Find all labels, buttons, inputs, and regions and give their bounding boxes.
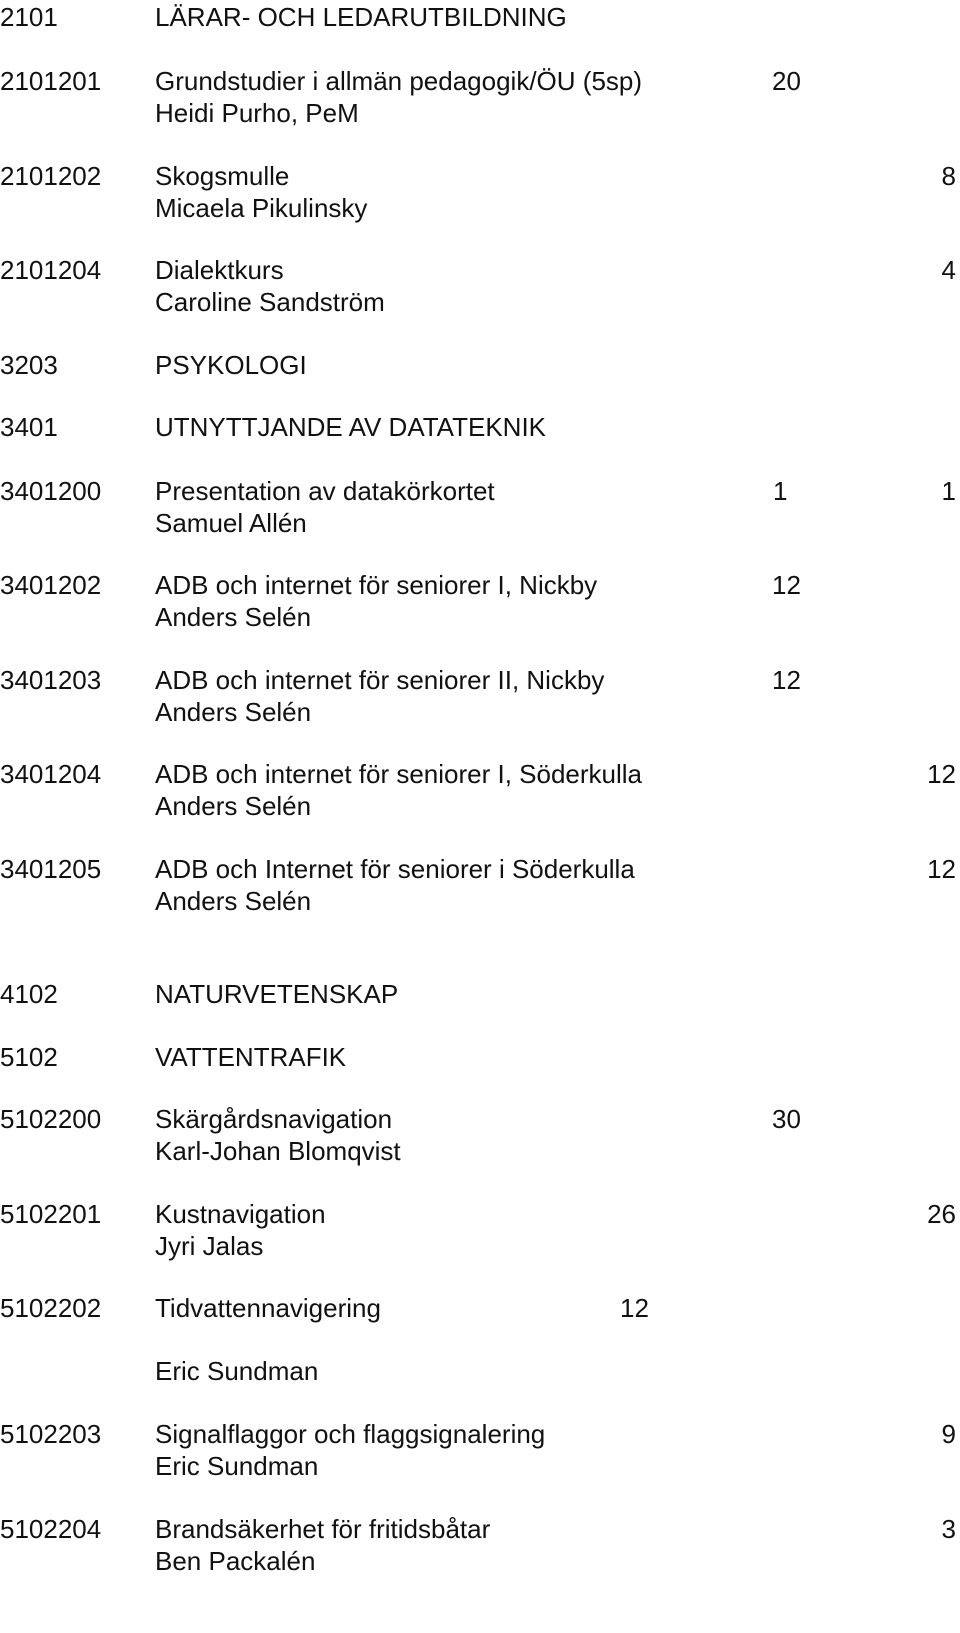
course-code: 2101204 (0, 255, 102, 285)
course-teacher: Micaela Pikulinsky (155, 193, 368, 223)
course-value: 26 (927, 1199, 956, 1229)
course-value: 3 (941, 1514, 956, 1544)
course-value: 1 (941, 476, 956, 506)
course-teacher: Samuel Allén (155, 508, 307, 538)
course-teacher: Anders Selén (155, 602, 312, 632)
course-value: 12 (772, 665, 801, 695)
course-code: 2101 (0, 2, 58, 32)
course-code: 5102 (0, 1042, 58, 1072)
course-value: 12 (927, 854, 956, 884)
course-value: 12 (620, 1293, 649, 1323)
course-title: Signalflaggor och flaggsignalering (155, 1419, 546, 1449)
course-code: 3401200 (0, 476, 102, 506)
course-code: 5102204 (0, 1514, 102, 1544)
course-code: 3401205 (0, 854, 102, 884)
section-title: VATTENTRAFIK (155, 1042, 347, 1072)
section-title: LÄRAR- OCH LEDARUTBILDNING (155, 2, 567, 32)
course-title: ADB och Internet för seniorer i Söderkulla (155, 854, 635, 884)
course-value: 8 (941, 161, 956, 191)
course-title: Tidvattennavigering (155, 1293, 381, 1323)
course-value: 4 (941, 255, 956, 285)
course-teacher: Ben Packalén (155, 1546, 316, 1576)
course-title: Skogsmulle (155, 161, 290, 191)
course-teacher: Karl-Johan Blomqvist (155, 1136, 401, 1166)
course-code: 5102202 (0, 1293, 102, 1323)
course-title: Skärgårdsnavigation (155, 1104, 393, 1134)
section-title: NATURVETENSKAP (155, 979, 399, 1009)
course-teacher: Eric Sundman (155, 1451, 319, 1481)
course-code: 4102 (0, 979, 58, 1009)
course-title: ADB och internet för seniorer I, Söderkulla (155, 759, 643, 789)
course-code: 2101201 (0, 66, 102, 96)
course-value: 20 (772, 66, 801, 96)
course-title: Dialektkurs (155, 255, 284, 285)
section-title: UTNYTTJANDE AV DATATEKNIK (155, 412, 547, 442)
course-code: 5102203 (0, 1419, 102, 1449)
course-title: Brandsäkerhet för fritidsbåtar (155, 1514, 491, 1544)
course-title: Grundstudier i allmän pedagogik/ÖU (5sp) (155, 66, 643, 96)
course-code: 5102200 (0, 1104, 102, 1134)
course-value: 12 (927, 759, 956, 789)
course-value: 30 (772, 1104, 801, 1134)
course-code: 3401203 (0, 665, 102, 695)
course-code: 3401 (0, 412, 58, 442)
course-teacher: Heidi Purho, PeM (155, 98, 359, 128)
course-teacher: Anders Selén (155, 791, 312, 821)
course-title: ADB och internet för seniorer I, Nickby (155, 570, 598, 600)
course-value: 12 (772, 570, 801, 600)
course-teacher: Jyri Jalas (155, 1231, 264, 1261)
course-value: 1 (773, 476, 788, 506)
course-teacher: Anders Selén (155, 886, 312, 916)
course-teacher: Anders Selén (155, 697, 312, 727)
course-title: Presentation av datakörkortet (155, 476, 495, 506)
course-code: 3401202 (0, 570, 102, 600)
course-code: 3203 (0, 350, 58, 380)
section-title: PSYKOLOGI (155, 350, 307, 380)
course-code: 3401204 (0, 759, 102, 789)
course-code: 2101202 (0, 161, 102, 191)
course-code: 5102201 (0, 1199, 102, 1229)
course-teacher: Eric Sundman (155, 1356, 319, 1386)
course-value: 9 (941, 1419, 956, 1449)
course-title: Kustnavigation (155, 1199, 326, 1229)
course-teacher: Caroline Sandström (155, 287, 385, 317)
course-title: ADB och internet för seniorer II, Nickby (155, 665, 605, 695)
